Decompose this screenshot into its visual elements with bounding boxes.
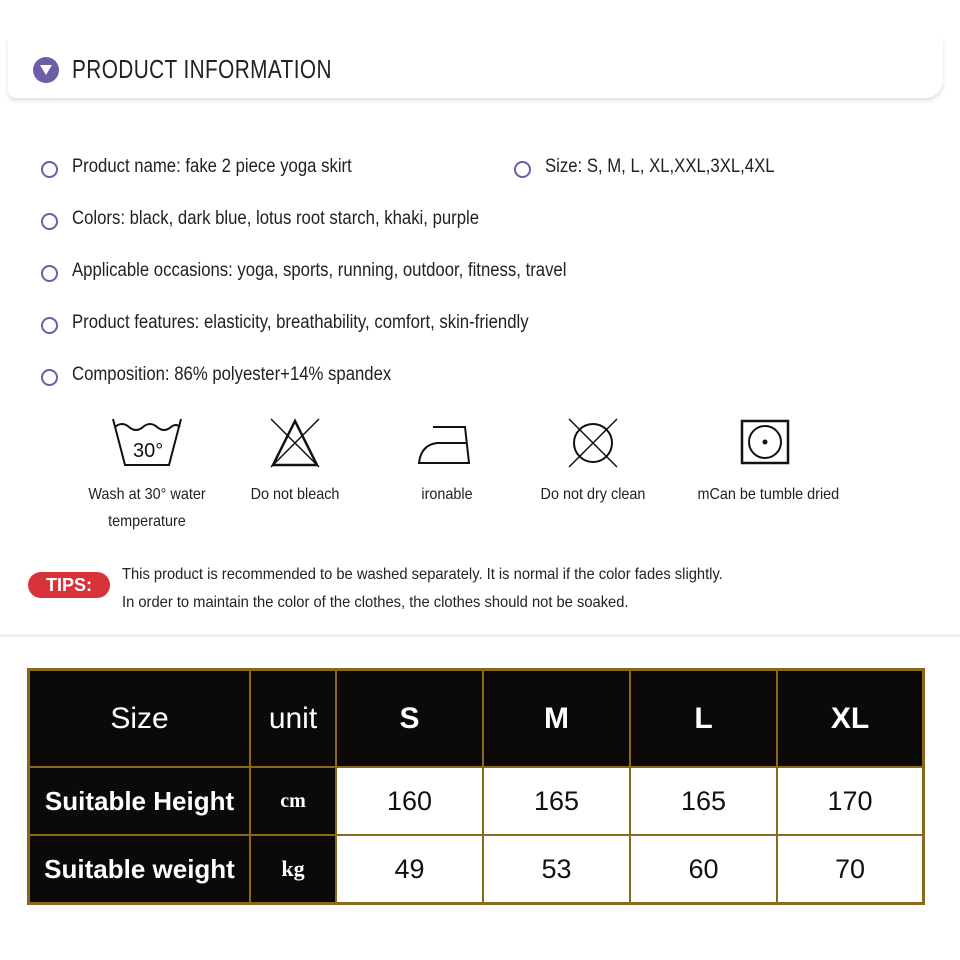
cell: 160	[336, 767, 483, 835]
cell: 60	[630, 835, 777, 904]
product-name: Product name: fake 2 piece yoga skirt	[72, 156, 352, 177]
row-unit: cm	[250, 767, 336, 835]
svg-text:30°: 30°	[133, 440, 164, 462]
cell: 53	[483, 835, 630, 904]
care-label: Wash at 30° water temperature	[88, 486, 206, 530]
care-label: ironable	[421, 486, 473, 503]
header-unit: unit	[250, 670, 336, 768]
row-label: Suitable weight	[29, 835, 251, 904]
header-l: L	[630, 670, 777, 768]
cell: 165	[630, 767, 777, 835]
bullet-icon	[514, 161, 531, 178]
iron-icon	[407, 415, 487, 469]
tips-line: In order to maintain the color of the clothes, the clothes should not be soaked.	[122, 594, 629, 611]
page-title: PRODUCT INFORMATION	[72, 54, 332, 84]
product-sizes: Size: S, M, L, XL,XXL,3XL,4XL	[545, 156, 775, 177]
product-features: Product features: elasticity, breathability, comfort, skin-friendly	[72, 312, 529, 333]
product-composition: Composition: 86% polyester+14% spandex	[72, 364, 392, 385]
bullet-icon	[41, 265, 58, 282]
no-bleach-icon	[255, 415, 335, 469]
care-iron	[372, 415, 522, 508]
bullet-icon	[41, 369, 58, 386]
header-m: M	[483, 670, 630, 768]
header-xl: XL	[777, 670, 924, 768]
header-s: S	[336, 670, 483, 768]
bullet-icon	[41, 317, 58, 334]
tumble-dry-icon	[725, 415, 805, 469]
section-divider	[0, 634, 960, 637]
row-unit: kg	[250, 835, 336, 904]
care-dry-clean	[518, 415, 668, 508]
table-row	[29, 767, 924, 835]
cell: 49	[336, 835, 483, 904]
product-occasions: Applicable occasions: yoga, sports, running, outdoor, fitness, travel	[72, 260, 567, 281]
care-bleach	[220, 415, 370, 508]
product-colors: Colors: black, dark blue, lotus root starch, khaki, purple	[72, 208, 480, 229]
triangle-down-icon	[33, 57, 59, 83]
tips-line: This product is recommended to be washed separately. It is normal if the color fades slightly.	[122, 566, 723, 583]
table-row	[29, 835, 924, 904]
care-tumble-dry	[690, 415, 840, 508]
table-header-row	[29, 670, 924, 768]
no-dry-clean-icon	[553, 415, 633, 469]
cell: 170	[777, 767, 924, 835]
bullet-icon	[41, 213, 58, 230]
cell: 70	[777, 835, 924, 904]
cell: 165	[483, 767, 630, 835]
wash-30-icon	[107, 415, 187, 469]
row-label: Suitable Height	[29, 767, 251, 835]
tips-badge: TIPS:	[28, 572, 110, 598]
size-table	[27, 668, 925, 905]
care-label: Do not dry clean	[540, 486, 646, 503]
care-label: Do not bleach	[250, 486, 340, 503]
bullet-icon	[41, 161, 58, 178]
header-size: Size	[29, 670, 251, 768]
care-wash	[72, 415, 222, 535]
care-label: mCan be tumble dried	[697, 486, 840, 503]
